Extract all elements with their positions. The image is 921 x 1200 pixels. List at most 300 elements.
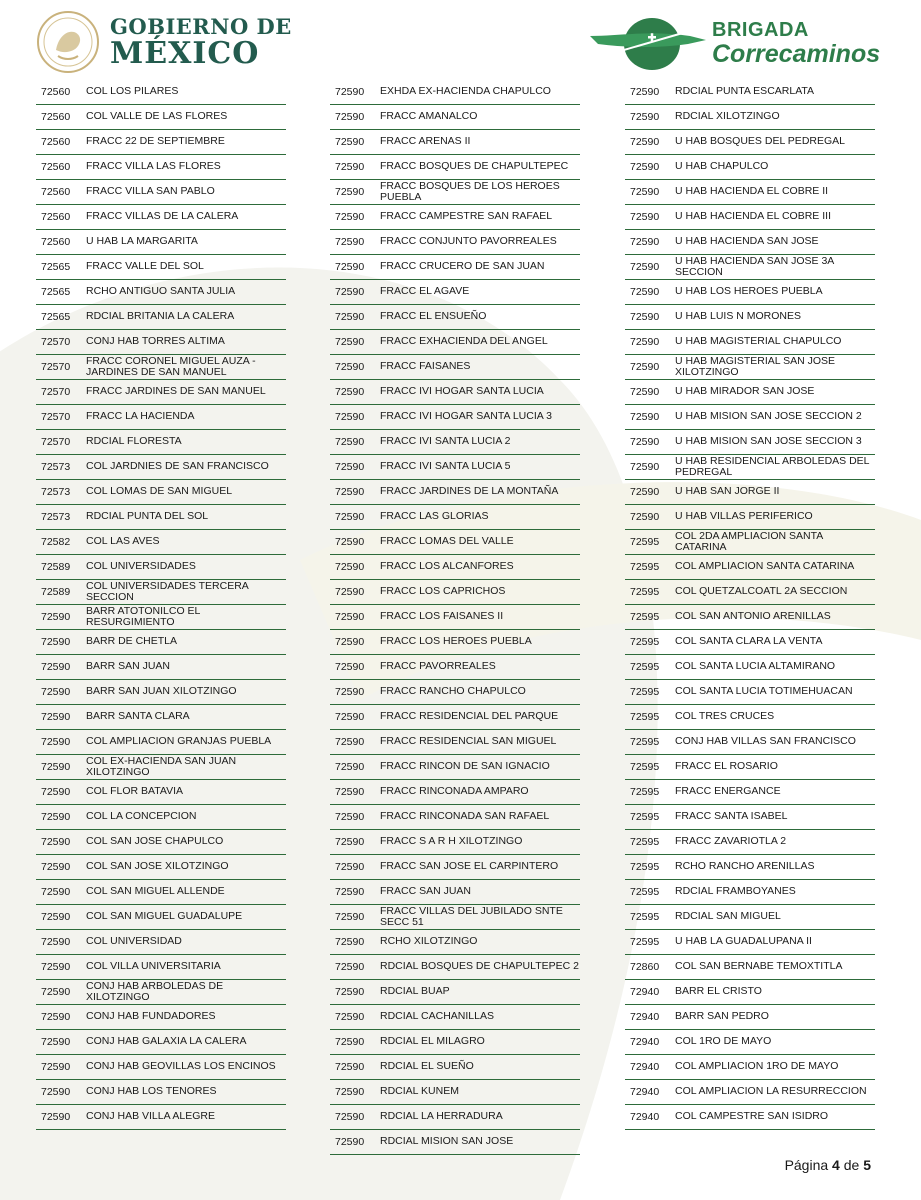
settlement-name: U HAB HACIENDA EL COBRE II xyxy=(675,185,829,198)
postal-code: 72940 xyxy=(630,1086,660,1098)
table-row xyxy=(330,630,580,655)
postal-code: 72590 xyxy=(335,486,365,498)
table-row xyxy=(36,905,286,930)
postal-code: 72590 xyxy=(41,611,71,623)
gov-title-line2: MÉXICO xyxy=(110,35,260,71)
postal-code: 72590 xyxy=(335,586,365,598)
postal-code: 72565 xyxy=(41,286,71,298)
settlement-name: FRACC CONJUNTO PAVORREALES xyxy=(380,235,557,248)
table-row xyxy=(625,1030,875,1055)
postal-code: 72590 xyxy=(630,161,660,173)
settlement-name: COL SAN BERNABE TEMOXTITLA xyxy=(675,960,843,973)
table-row xyxy=(330,180,580,205)
postal-code: 72590 xyxy=(335,511,365,523)
table-row xyxy=(36,630,286,655)
table-row xyxy=(36,1080,286,1105)
settlement-name: FRACC LOS FAISANES II xyxy=(380,610,504,623)
table-row xyxy=(330,855,580,880)
page-label: Página xyxy=(784,1157,829,1173)
settlement-name: COL SANTA LUCIA TOTIMEHUACAN xyxy=(675,685,853,698)
settlement-name: COL SAN ANTONIO ARENILLAS xyxy=(675,610,831,623)
table-row xyxy=(625,380,875,405)
page-total: 5 xyxy=(863,1157,871,1173)
settlement-name: COL VILLA UNIVERSITARIA xyxy=(86,960,221,973)
table-row xyxy=(330,830,580,855)
table-row xyxy=(625,355,875,380)
postal-code: 72590 xyxy=(41,811,71,823)
table-row xyxy=(625,130,875,155)
settlement-name: BARR SANTA CLARA xyxy=(86,710,190,723)
table-row xyxy=(330,955,580,980)
table-row xyxy=(36,80,286,105)
settlement-name: U HAB SAN JORGE II xyxy=(675,485,780,498)
postal-code: 72590 xyxy=(41,1061,71,1073)
settlement-name: CONJ HAB TORRES ALTIMA xyxy=(86,335,225,348)
postal-code: 72590 xyxy=(335,186,365,198)
settlement-name: COL AMPLIACION SANTA CATARINA xyxy=(675,560,855,573)
table-row xyxy=(625,1005,875,1030)
table-row xyxy=(625,1080,875,1105)
postal-code: 72590 xyxy=(335,711,365,723)
table-row xyxy=(330,1130,580,1155)
table-row xyxy=(36,355,286,380)
postal-code: 72573 xyxy=(41,511,71,523)
table-row xyxy=(625,280,875,305)
table-row xyxy=(36,255,286,280)
settlement-name: U HAB MISION SAN JOSE SECCION 3 xyxy=(675,435,862,448)
postal-code: 72590 xyxy=(41,936,71,948)
settlement-name: FRACC CAMPESTRE SAN RAFAEL xyxy=(380,210,553,223)
settlement-name: FRACC BOSQUES DE LOS HEROES PUEBLA xyxy=(380,179,560,203)
table-row xyxy=(330,255,580,280)
settlement-name: FRACC LA HACIENDA xyxy=(86,410,195,423)
settlement-name: U HAB MIRADOR SAN JOSE xyxy=(675,385,815,398)
postal-code: 72595 xyxy=(630,886,660,898)
postal-code: 72590 xyxy=(335,961,365,973)
settlement-name: COL SANTA CLARA LA VENTA xyxy=(675,635,823,648)
table-row xyxy=(36,755,286,780)
postal-code: 72570 xyxy=(41,361,71,373)
postal-code: 72940 xyxy=(630,1061,660,1073)
table-row xyxy=(36,830,286,855)
settlement-name: U HAB HACIENDA EL COBRE III xyxy=(675,210,831,223)
settlement-name: COL SAN MIGUEL GUADALUPE xyxy=(86,910,243,923)
table-row xyxy=(36,305,286,330)
postal-code: 72590 xyxy=(335,861,365,873)
settlement-name: FRACC IVI SANTA LUCIA 5 xyxy=(380,460,511,473)
postal-code: 72590 xyxy=(41,636,71,648)
postal-code: 72590 xyxy=(630,411,660,423)
table-row xyxy=(625,505,875,530)
postal-code: 72595 xyxy=(630,711,660,723)
settlement-name: CONJ HAB ARBOLEDAS DE XILOTZINGO xyxy=(86,979,224,1003)
settlement-name: FRACC SAN JOSE EL CARPINTERO xyxy=(380,860,559,873)
postal-code: 72590 xyxy=(335,736,365,748)
postal-code: 72590 xyxy=(630,511,660,523)
postal-code: 72560 xyxy=(41,186,71,198)
settlement-name: FRACC LOS CAPRICHOS xyxy=(380,585,506,598)
postal-code: 72590 xyxy=(630,336,660,348)
table-row xyxy=(36,280,286,305)
postal-code: 72595 xyxy=(630,661,660,673)
postal-code: 72590 xyxy=(630,286,660,298)
table-row xyxy=(330,905,580,930)
table-row xyxy=(625,755,875,780)
table-row xyxy=(625,430,875,455)
settlement-name: RDCIAL PUNTA DEL SOL xyxy=(86,510,209,523)
postal-code: 72595 xyxy=(630,736,660,748)
settlement-name: FRACC IVI SANTA LUCIA 2 xyxy=(380,435,511,448)
postal-code: 72570 xyxy=(41,411,71,423)
table-row xyxy=(330,730,580,755)
settlement-name: FRACC RINCON DE SAN IGNACIO xyxy=(380,760,550,773)
table-row xyxy=(330,1030,580,1055)
postal-code: 72590 xyxy=(335,286,365,298)
postal-code: 72595 xyxy=(630,936,660,948)
settlement-name: COL 1RO DE MAYO xyxy=(675,1035,772,1048)
table-row xyxy=(625,530,875,555)
table-row xyxy=(36,480,286,505)
table-row xyxy=(330,80,580,105)
postal-code: 72590 xyxy=(41,1011,71,1023)
table-row xyxy=(36,805,286,830)
table-row xyxy=(625,155,875,180)
settlement-name: FRACC LOS HEROES PUEBLA xyxy=(380,635,532,648)
table-row xyxy=(330,1055,580,1080)
settlement-name: EXHDA EX-HACIENDA CHAPULCO xyxy=(380,85,551,98)
settlement-name: FRACC PAVORREALES xyxy=(380,660,496,673)
postal-code: 72595 xyxy=(630,561,660,573)
settlement-name: FRACC RANCHO CHAPULCO xyxy=(380,685,526,698)
table-row xyxy=(625,655,875,680)
table-row xyxy=(625,455,875,480)
postal-code: 72590 xyxy=(335,111,365,123)
postal-code: 72573 xyxy=(41,461,71,473)
postal-code: 72590 xyxy=(335,636,365,648)
settlement-name: COL AMPLIACION LA RESURRECCION xyxy=(675,1085,867,1098)
postal-code: 72590 xyxy=(335,411,365,423)
settlement-name: COL UNIVERSIDAD xyxy=(86,935,182,948)
table-row xyxy=(625,830,875,855)
settlement-name: U HAB BOSQUES DEL PEDREGAL xyxy=(675,135,845,148)
settlement-name: COL EX-HACIENDA SAN JUAN XILOTZINGO xyxy=(86,754,237,778)
table-row xyxy=(625,705,875,730)
table-row xyxy=(330,755,580,780)
settlement-name: COL SAN MIGUEL ALLENDE xyxy=(86,885,225,898)
postal-code: 72560 xyxy=(41,161,71,173)
postal-code: 72940 xyxy=(630,1111,660,1123)
settlement-name: FRACC S A R H XILOTZINGO xyxy=(380,835,523,848)
settlement-name: COL LOS PILARES xyxy=(86,85,179,98)
settlement-name: CONJ HAB FUNDADORES xyxy=(86,1010,216,1023)
settlement-name: U HAB HACIENDA SAN JOSE xyxy=(675,235,819,248)
settlement-name: U HAB HACIENDA SAN JOSE 3A SECCION xyxy=(675,254,834,278)
postal-code: 72590 xyxy=(41,761,71,773)
postal-code: 72940 xyxy=(630,986,660,998)
postal-code: 72590 xyxy=(335,686,365,698)
postal-code: 72590 xyxy=(41,861,71,873)
settlement-name: RDCIAL BRITANIA LA CALERA xyxy=(86,310,235,323)
page-of-label: de xyxy=(843,1157,860,1173)
postal-code: 72595 xyxy=(630,636,660,648)
table-row xyxy=(330,455,580,480)
postal-code: 72590 xyxy=(630,261,660,273)
table-row xyxy=(330,980,580,1005)
table-row xyxy=(330,280,580,305)
postal-code: 72590 xyxy=(335,436,365,448)
settlement-name: RDCIAL FRAMBOYANES xyxy=(675,885,796,898)
postal-code: 72590 xyxy=(41,886,71,898)
table-row xyxy=(330,580,580,605)
settlement-name: FRACC EXHACIENDA DEL ANGEL xyxy=(380,335,548,348)
settlement-name: U HAB LOS HEROES PUEBLA xyxy=(675,285,823,298)
postal-code: 72595 xyxy=(630,686,660,698)
postal-code: 72595 xyxy=(630,861,660,873)
table-row xyxy=(330,230,580,255)
listing-column-2 xyxy=(330,80,580,1155)
settlement-name: U HAB LA MARGARITA xyxy=(86,235,198,248)
settlement-name: COL FLOR BATAVIA xyxy=(86,785,184,798)
table-row xyxy=(625,630,875,655)
table-row xyxy=(330,305,580,330)
postal-code: 72595 xyxy=(630,586,660,598)
roadrunner-bird-icon xyxy=(590,14,708,72)
postal-code: 72940 xyxy=(630,1036,660,1048)
postal-code: 72590 xyxy=(335,1036,365,1048)
settlement-name: RCHO XILOTZINGO xyxy=(380,935,478,948)
table-row xyxy=(330,1080,580,1105)
settlement-name: FRACC ARENAS II xyxy=(380,135,471,148)
settlement-name: FRACC BOSQUES DE CHAPULTEPEC xyxy=(380,160,569,173)
settlement-name: BARR EL CRISTO xyxy=(675,985,762,998)
table-row xyxy=(625,105,875,130)
settlement-name: FRACC IVI HOGAR SANTA LUCIA xyxy=(380,385,544,398)
table-row xyxy=(330,530,580,555)
settlement-name: CONJ HAB VILLA ALEGRE xyxy=(86,1110,215,1123)
settlement-name: FRACC VILLA LAS FLORES xyxy=(86,160,221,173)
table-row xyxy=(36,730,286,755)
table-row xyxy=(625,980,875,1005)
settlement-name: COL LAS AVES xyxy=(86,535,160,548)
postal-code: 72590 xyxy=(335,836,365,848)
page-header xyxy=(0,0,921,80)
table-row xyxy=(330,805,580,830)
brand-title-line2: Correcaminos xyxy=(712,39,881,68)
postal-code: 72590 xyxy=(335,661,365,673)
postal-code: 72590 xyxy=(630,86,660,98)
postal-code: 72590 xyxy=(335,236,365,248)
postal-code: 72589 xyxy=(41,586,71,598)
settlement-name: FRACC RINCONADA SAN RAFAEL xyxy=(380,810,550,823)
settlement-name: COL JARDNIES DE SAN FRANCISCO xyxy=(86,460,269,473)
settlement-name: FRACC LOS ALCANFORES xyxy=(380,560,514,573)
table-row xyxy=(330,355,580,380)
settlement-name: U HAB RESIDENCIAL ARBOLEDAS DEL PEDREGAL xyxy=(675,454,870,478)
postal-code: 72590 xyxy=(630,461,660,473)
table-row xyxy=(36,155,286,180)
table-row xyxy=(330,780,580,805)
settlement-name: CONJ HAB GEOVILLAS LOS ENCINOS xyxy=(86,1060,276,1073)
table-row xyxy=(36,955,286,980)
settlement-name: COL VALLE DE LAS FLORES xyxy=(86,110,228,123)
settlement-name: U HAB MAGISTERIAL CHAPULCO xyxy=(675,335,842,348)
table-row xyxy=(330,880,580,905)
postal-code: 72590 xyxy=(335,761,365,773)
table-row xyxy=(330,205,580,230)
settlement-name: FRACC JARDINES DE SAN MANUEL xyxy=(86,385,266,398)
table-row xyxy=(36,980,286,1005)
page-footer xyxy=(785,1157,871,1173)
postal-code: 72582 xyxy=(41,536,71,548)
table-row xyxy=(330,405,580,430)
postal-code: 72590 xyxy=(41,686,71,698)
table-row xyxy=(330,605,580,630)
settlement-name: FRACC RESIDENCIAL DEL PARQUE xyxy=(380,710,559,723)
table-row xyxy=(330,1105,580,1130)
table-row xyxy=(330,655,580,680)
postal-code: 72590 xyxy=(41,786,71,798)
settlement-name: FRACC VILLA SAN PABLO xyxy=(86,185,215,198)
postal-code: 72590 xyxy=(630,311,660,323)
table-row xyxy=(625,255,875,280)
settlement-name: COL AMPLIACION 1RO DE MAYO xyxy=(675,1060,839,1073)
settlement-name: FRACC JARDINES DE LA MONTAÑA xyxy=(380,485,559,498)
settlement-name: FRACC SANTA ISABEL xyxy=(675,810,788,823)
postal-code: 72590 xyxy=(41,1086,71,1098)
table-row xyxy=(330,330,580,355)
settlement-name: COL LA CONCEPCION xyxy=(86,810,197,823)
settlement-name: FRACC IVI HOGAR SANTA LUCIA 3 xyxy=(380,410,552,423)
postal-code: 72590 xyxy=(335,1086,365,1098)
settlement-name: FRACC RINCONADA AMPARO xyxy=(380,785,529,798)
table-row xyxy=(625,855,875,880)
table-row xyxy=(36,530,286,555)
settlement-name: RDCIAL BUAP xyxy=(380,985,450,998)
settlement-name: FRACC EL ROSARIO xyxy=(675,760,778,773)
postal-code: 72590 xyxy=(335,261,365,273)
settlement-name: RDCIAL PUNTA ESCARLATA xyxy=(675,85,815,98)
table-row xyxy=(36,1055,286,1080)
settlement-name: U HAB MISION SAN JOSE SECCION 2 xyxy=(675,410,862,423)
postal-code: 72570 xyxy=(41,436,71,448)
postal-code: 72590 xyxy=(335,361,365,373)
table-row xyxy=(625,955,875,980)
table-row xyxy=(330,680,580,705)
postal-code: 72590 xyxy=(630,486,660,498)
table-row xyxy=(625,880,875,905)
settlement-name: CONJ HAB VILLAS SAN FRANCISCO xyxy=(675,735,856,748)
settlement-name: FRACC EL ENSUEÑO xyxy=(380,310,487,323)
settlement-name: RDCIAL MISION SAN JOSE xyxy=(380,1135,514,1148)
table-row xyxy=(625,605,875,630)
settlement-name: RDCIAL KUNEM xyxy=(380,1085,459,1098)
postal-code: 72590 xyxy=(41,736,71,748)
table-row xyxy=(330,705,580,730)
coat-of-arms-seal-icon xyxy=(36,10,100,74)
postal-code: 72590 xyxy=(335,161,365,173)
table-row xyxy=(36,230,286,255)
postal-code: 72590 xyxy=(335,1011,365,1023)
settlement-name: FRACC EL AGAVE xyxy=(380,285,470,298)
settlement-name: FRACC FAISANES xyxy=(380,360,471,373)
table-row xyxy=(330,430,580,455)
table-row xyxy=(36,1105,286,1130)
table-row xyxy=(625,580,875,605)
postal-code: 72590 xyxy=(335,536,365,548)
table-row xyxy=(625,930,875,955)
brigada-correcaminos-logo xyxy=(590,14,880,72)
settlement-name: FRACC CORONEL MIGUEL AUZA - JARDINES DE SAN MANUEL xyxy=(86,354,256,378)
table-row xyxy=(330,380,580,405)
table-row xyxy=(36,1030,286,1055)
postal-code: 72590 xyxy=(630,386,660,398)
postal-code: 72590 xyxy=(630,111,660,123)
table-row xyxy=(625,1055,875,1080)
settlement-name: FRACC LAS GLORIAS xyxy=(380,510,489,523)
table-row xyxy=(625,680,875,705)
table-row xyxy=(625,905,875,930)
postal-code: 72590 xyxy=(335,811,365,823)
postal-code: 72595 xyxy=(630,836,660,848)
settlement-name: RDCIAL FLORESTA xyxy=(86,435,182,448)
settlement-name: U HAB LA GUADALUPANA II xyxy=(675,935,812,948)
table-row xyxy=(625,1105,875,1130)
settlement-name: FRACC AMANALCO xyxy=(380,110,478,123)
table-row xyxy=(36,105,286,130)
table-row xyxy=(625,80,875,105)
postal-code: 72590 xyxy=(335,336,365,348)
table-row xyxy=(36,930,286,955)
settlement-name: FRACC LOMAS DEL VALLE xyxy=(380,535,514,548)
settlement-name: COL SAN JOSE XILOTZINGO xyxy=(86,860,229,873)
postal-code: 72590 xyxy=(335,886,365,898)
settlement-name: RDCIAL BOSQUES DE CHAPULTEPEC 2 xyxy=(380,960,579,973)
postal-code: 72590 xyxy=(41,911,71,923)
settlement-name: BARR SAN JUAN XILOTZINGO xyxy=(86,685,237,698)
table-row xyxy=(330,480,580,505)
page-current: 4 xyxy=(832,1157,840,1173)
settlement-name: FRACC RESIDENCIAL SAN MIGUEL xyxy=(380,735,557,748)
postal-code: 72565 xyxy=(41,311,71,323)
postal-code: 72573 xyxy=(41,486,71,498)
table-row xyxy=(625,480,875,505)
table-row xyxy=(625,555,875,580)
postal-code: 72590 xyxy=(335,561,365,573)
table-row xyxy=(625,805,875,830)
table-row xyxy=(36,705,286,730)
table-row xyxy=(330,130,580,155)
settlement-name: RCHO RANCHO ARENILLAS xyxy=(675,860,815,873)
settlement-name: CONJ HAB GALAXIA LA CALERA xyxy=(86,1035,247,1048)
settlement-name: FRACC CRUCERO DE SAN JUAN xyxy=(380,260,545,273)
settlement-name: COL SANTA LUCIA ALTAMIRANO xyxy=(675,660,836,673)
postal-code: 72590 xyxy=(630,211,660,223)
settlement-name: RDCIAL XILOTZINGO xyxy=(675,110,780,123)
postal-code: 72560 xyxy=(41,236,71,248)
table-row xyxy=(36,780,286,805)
settlement-name: FRACC 22 DE SEPTIEMBRE xyxy=(86,135,225,148)
table-row xyxy=(36,180,286,205)
postal-code: 72565 xyxy=(41,261,71,273)
table-row xyxy=(625,305,875,330)
postal-code: 72590 xyxy=(335,386,365,398)
table-row xyxy=(36,605,286,630)
postal-code: 72940 xyxy=(630,1011,660,1023)
settlement-name: FRACC SAN JUAN xyxy=(380,885,472,898)
table-row xyxy=(36,1005,286,1030)
postal-code: 72590 xyxy=(335,461,365,473)
settlement-name: COL QUETZALCOATL 2A SECCION xyxy=(675,585,848,598)
